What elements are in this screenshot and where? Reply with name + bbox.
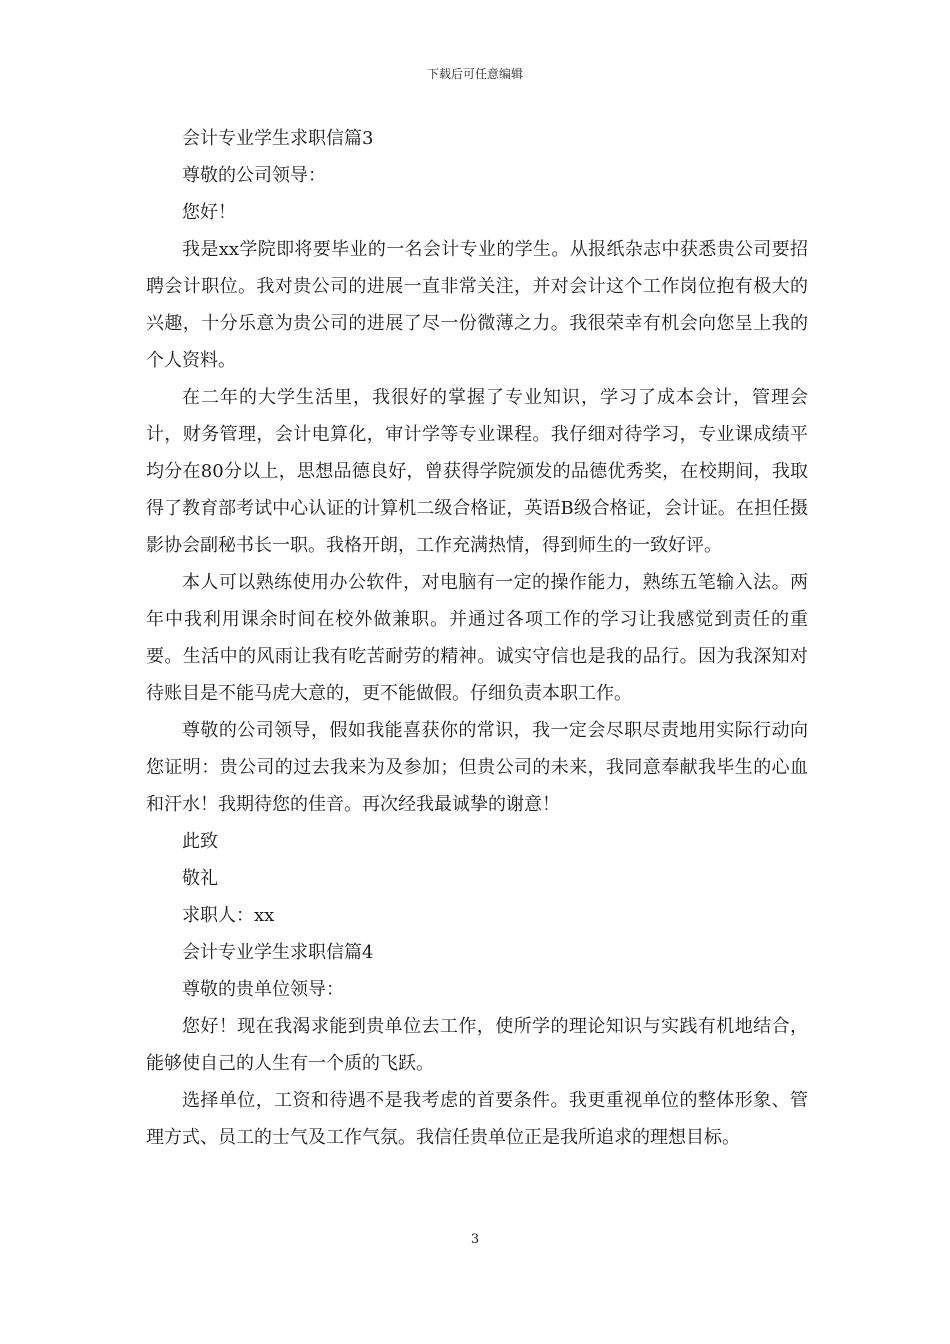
letter-title: 会计专业学生求职信篇3 (182, 128, 374, 149)
letter-title: 会计专业学生求职信篇4 (182, 942, 374, 963)
body-paragraph: 在二年的大学生活里，我很好的掌握了专业知识，学习了成本会计，管理会计，财务管理，会计电算化，审计学等专业课程。我仔细对待学习，专业课成绩平均分在80分以上，思想品德良好，曾获得学院颁发的品德优秀奖，在校期间，我取得了教育部考试中心认证的计算机二级合格证，英语B级合格证，会计证。在担任摄影协会副秘书长一职。我格开朗，工作充满热情，得到师生的一致好评。 (146, 387, 808, 556)
closing-line: 此致 (182, 831, 218, 852)
body-paragraph: 我是xx学院即将要毕业的一名会计专业的学生。从报纸杂志中获悉贵公司要招聘会计职位。我对贵公司的进展一直非常关注，并对会计这个工作岗位抱有极大的兴趣，十分乐意为贵公司的进展了尽一份微薄之力。我很荣幸有机会向您呈上我的个人资料。 (146, 239, 808, 371)
signature-line: 求职人：xx (182, 905, 275, 926)
closing-regards: 敬礼 (182, 868, 218, 889)
greeting: 您好！ (182, 202, 236, 223)
body-paragraph: 尊敬的公司领导，假如我能喜获你的常识，我一定会尽职尽责地用实际行动向您证明：贵公司的过去我来为及参加；但贵公司的未来，我同意奉献我毕生的心血和汗水！我期待您的佳音。再次经我最诚挚的谢意！ (146, 720, 808, 815)
salutation: 尊敬的贵单位领导： (182, 979, 344, 1000)
page-header: 下载后可任意编辑 (426, 67, 523, 81)
page-number: 3 (470, 1232, 480, 1247)
document-body (146, 120, 808, 1156)
body-paragraph: 您好！现在我渴求能到贵单位去工作，使所学的理论知识与实践有机地结合，能够使自己的人生有一个质的飞跃。 (146, 1016, 808, 1074)
body-paragraph: 选择单位，工资和待遇不是我考虑的首要条件。我更重视单位的整体形象、管理方式、员工的士气及工作气氛。我信任贵单位正是我所追求的理想目标。 (146, 1090, 808, 1148)
salutation: 尊敬的公司领导： (182, 165, 326, 186)
body-paragraph: 本人可以熟练使用办公软件，对电脑有一定的操作能力，熟练五笔输入法。两年中我利用课余时间在校外做兼职。并通过各项工作的学习让我感觉到责任的重要。生活中的风雨让我有吃苦耐劳的精神。诚实守信也是我的品行。因为我深知对待账目是不能马虎大意的，更不能做假。仔细负责本职工作。 (146, 572, 808, 704)
